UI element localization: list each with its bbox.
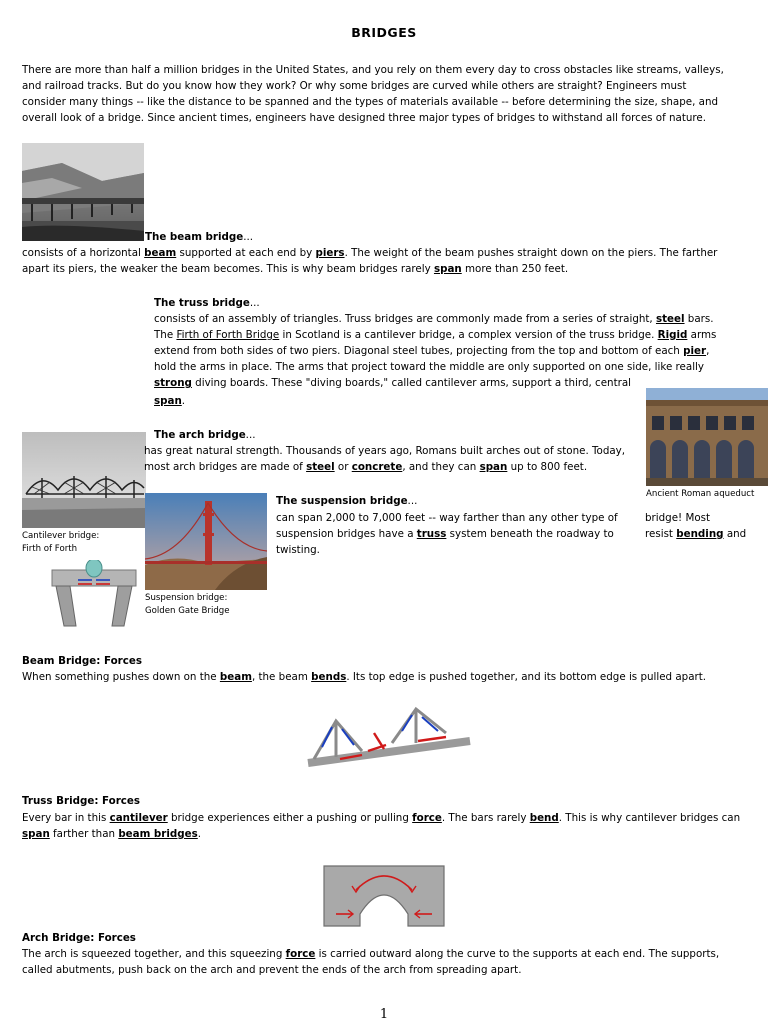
cantilever-caption: Cantilever bridge: — [22, 531, 100, 541]
glossary-link[interactable]: force — [412, 812, 442, 824]
glossary-link[interactable]: bending — [676, 528, 724, 540]
intro-line: consider many things -- like the distance to be spanned and the types of materials available -- before determining the size, shape, and — [22, 96, 719, 108]
beam-bridge-heading: The beam bridge... — [145, 231, 254, 243]
suspension-bridge-text: resist bending and — [645, 528, 747, 540]
glossary-link[interactable]: beam — [219, 671, 252, 683]
intro-line: There are more than half a million bridges in the United States, and you rely on them every day to cross obstacles like streams, valleys, — [22, 64, 724, 76]
arch-bridge-heading: The arch bridge... — [154, 429, 256, 441]
page-number: 1 — [379, 1007, 389, 1022]
suspension-bridge-photo — [145, 493, 267, 590]
truss-bridge-text: hold the arms in place. The arms that project toward the middle are only supported on one side, like really — [154, 361, 705, 373]
firth-of-forth-link[interactable]: Firth of Forth Bridge — [176, 329, 280, 341]
suspension-bridge-text: suspension bridges have a truss system beneath the roadway to — [276, 528, 614, 540]
beam-bridge-text: consists of a horizontal beam supported at each end by piers. The weight of the beam pushes straight down on the piers. The farther — [22, 247, 718, 259]
intro-line: and railroad tracks. But do you know how they work? Or why some bridges are curved while others are straight? Engineers must — [22, 80, 687, 92]
suspension-bridge-text: twisting. — [276, 544, 320, 556]
beam-forces-text: When something pushes down on the beam, the beam bends. Its top edge is pushed together, and its bottom edge is pulled apart. — [22, 671, 707, 683]
cantilever-bridge-photo — [22, 432, 146, 528]
glossary-link[interactable]: concrete — [351, 461, 403, 473]
glossary-link[interactable]: Rigid — [657, 329, 688, 341]
arch-bridge-text: has great natural strength. Thousands of years ago, Romans built arches out of stone. Today, — [144, 445, 626, 457]
suspension-bridge-heading: The suspension bridge... — [276, 495, 418, 507]
truss-bridge-text: extend from both sides of two piers. Diagonal steel tubes, projecting from the top and bottom of each pier, — [154, 345, 710, 357]
glossary-link[interactable]: bend — [529, 812, 559, 824]
truss-forces-text: Every bar in this cantilever bridge experiences either a pushing or pulling force. The bars rarely bend. This is why cantilever bridges can — [22, 812, 741, 824]
glossary-link[interactable]: force — [285, 948, 316, 960]
suspension-caption: Suspension bridge: — [145, 593, 228, 603]
truss-bridge-text: strong diving boards. These "diving boards," called cantilever arms, support a third, central — [154, 377, 632, 389]
aqueduct-photo — [646, 388, 768, 486]
arch-forces-text: called abutments, push back on the arch and prevent the ends of the arch from spreading apart. — [22, 964, 522, 976]
glossary-link[interactable]: bends — [311, 671, 347, 683]
glossary-link[interactable]: span — [22, 828, 50, 840]
truss-forces-heading: Truss Bridge: Forces — [22, 795, 141, 807]
glossary-link[interactable]: pier — [683, 345, 707, 357]
glossary-link[interactable]: steel — [306, 461, 335, 473]
suspension-bridge-text: can span 2,000 to 7,000 feet -- way farther than any other type of — [276, 512, 618, 524]
arch-force-diagram — [322, 864, 446, 928]
truss-bridge-text: consists of an assembly of triangles. Truss bridges are commonly made from a series of straight, steel bars. — [154, 313, 714, 325]
suspension-bridge-text: bridge! Most — [645, 512, 711, 524]
beam-bridge-photo — [22, 143, 144, 241]
arch-forces-text: The arch is squeezed together, and this squeezing force is carried outward along the curve to the supports at each end. The supports, — [22, 948, 720, 960]
glossary-link[interactable]: steel — [655, 313, 685, 325]
truss-bridge-text: span. — [154, 395, 186, 407]
truss-force-diagram — [306, 703, 472, 773]
arch-forces-heading: Arch Bridge: Forces — [22, 932, 136, 944]
glossary-link[interactable]: span — [479, 461, 508, 473]
glossary-link[interactable]: beam — [144, 247, 177, 259]
glossary-link[interactable]: span — [154, 395, 182, 407]
glossary-link[interactable]: piers — [315, 247, 345, 259]
glossary-link[interactable]: span — [433, 263, 462, 275]
aqueduct-caption: Ancient Roman aqueduct — [646, 489, 755, 499]
truss-bridge-heading: The truss bridge... — [154, 297, 260, 309]
beam-forces-heading: Beam Bridge: Forces — [22, 655, 142, 667]
arch-bridge-text: most arch bridges are made of steel or concrete, and they can span up to 800 feet. — [144, 461, 588, 473]
suspension-caption: Golden Gate Bridge — [145, 606, 230, 616]
truss-bridge-text: The Firth of Forth Bridge in Scotland is a cantilever bridge, a complex version of the truss bridge. Rigid arms — [154, 329, 717, 341]
truss-forces-text: span farther than beam bridges. — [22, 828, 202, 840]
beam-bridge-text: apart its piers, the weaker the beam becomes. This is why beam bridges rarely span more than 250 feet. — [22, 263, 569, 275]
glossary-link[interactable]: cantilever — [109, 812, 168, 824]
cantilever-caption: Firth of Forth — [22, 544, 78, 554]
glossary-link[interactable]: strong — [154, 377, 192, 389]
page-title: BRIDGES — [351, 25, 417, 40]
beam-force-diagram — [48, 560, 140, 632]
glossary-link[interactable]: truss — [416, 528, 447, 540]
glossary-link[interactable]: beam bridges — [118, 828, 198, 840]
intro-line: overall look of a bridge. Since ancient times, engineers have designed three major types of bridges to withstand all forces of nature. — [22, 112, 707, 124]
